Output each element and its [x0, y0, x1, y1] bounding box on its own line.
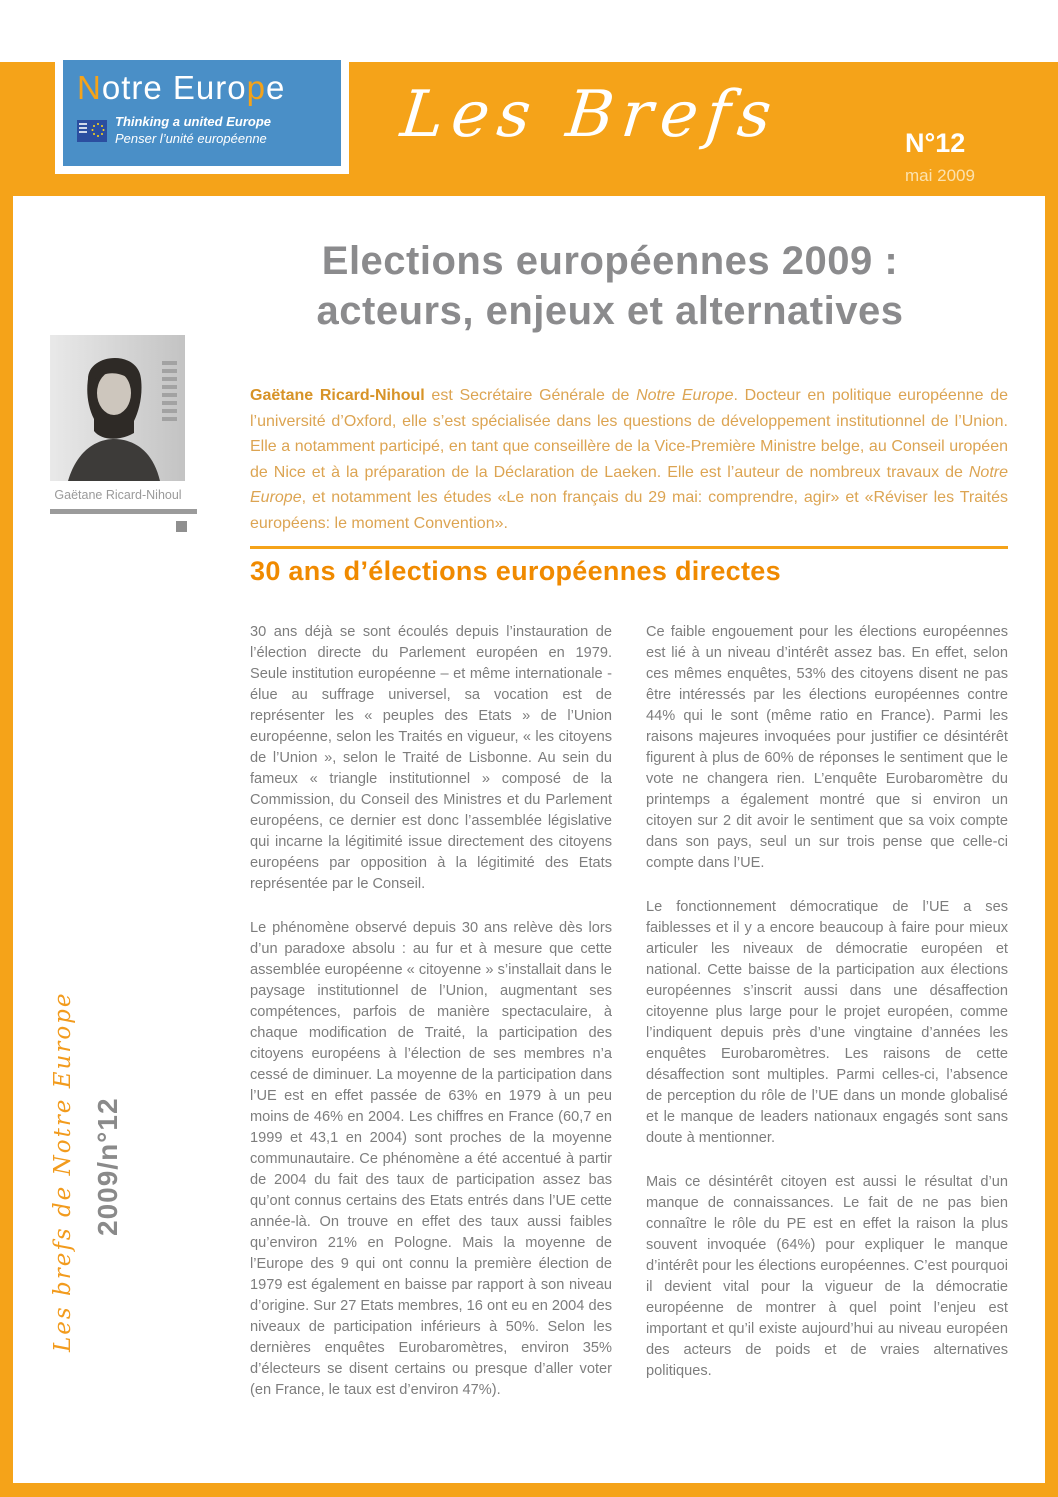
right-paragraph-2: Le fonctionnement démocratique de l’UE a ses faiblesses et il y a encore beaucoup à faire pour mieux articuler les niveaux de démocratie européen et national. Cette baisse de la participation aux élections européennes s’inscrit aussi dans une désaffection citoyenne plus large pour le projet européen, comme l’indiquent depuis près d’une vingtaine d’années les enquêtes Eurobaromètres. Les raisons de cette désaffection sont multiples. Parmi celles-ci, l’absence de perception du rôle de l’UE dans un monde globalisé et le manque de leaders nationaux engagés sont sans doute à mentionner. [646, 899, 1008, 1146]
right-paragraph-1: Ce faible engouement pour les élections européennes est lié à un niveau d’intérêt assez bas. En effet, selon ces mêmes enquêtes, 53% des citoyens disent ne pas être intéressés par les élections européennes contre 44% qui le sont (même ratio en France). Parmi les raisons majeures invoquées pour justifier ce désintérêt figurent à plus de 60% de réponses le sentiment que le vote ne changera rien. L’enquête Eurobaromètre du printemps a également montré que si environ un citoyen sur 2 dit avoir le sentiment que sa voix compte dans son pays, seul un sur trois pense que celle-ci compte dans l’UE. [646, 624, 1008, 871]
logo-title-accent-p: p [246, 69, 266, 106]
logo-title-mid: otre Euro [101, 69, 247, 106]
logo-panel [55, 52, 349, 174]
author-photo [50, 335, 185, 481]
article-title-line1: Elections européennes 2009 : [321, 239, 899, 283]
left-paragraph-2: Le phénomène observé depuis 30 ans relève dès lors d’un paradoxe absolu : au fur et à mesure que cette assemblée européenne « citoyenne » s’installait dans le paysage institutionnel de l’Union, augmentant ses compétences, parfois de manière spectaculaire, à chaque modification de Traité, la participation des citoyens européens à l’élection de ses membres n’a cessé de diminuer. La moyenne de la participation dans l’UE est en effet passée de 63% en 1979 à un peu moins de 46% en 2004. Les chiffres en France (60,7 en 1999 et 43,1 en 2004) sont proches de la moyenne communautaire. Ce phénomène a été accentué à partir de 2004 du fait des taux de participation assez bas qu’ont connus certains des Etats entrés dans l’UE cette année-là. On trouve en effet des taux aussi faibles qu’environ 21% en Pologne. Mais la moyenne de l’Europe des 9 qui ont connu la première élection de 1979 est également en baisse par rapport à son niveau d’origine. Sur 27 Etats membres, 16 ont eu en 2004 des niveaux de participation inférieurs à 50%. Selon les dernières enquêtes Eurobaromètres, environ 35% d’électeurs se disent certains ou presque d’aller voter (en France, le taux est d’environ 47%). [250, 920, 612, 1398]
photo-divider-square [176, 521, 187, 532]
body-columns [250, 622, 1008, 1424]
logo-tagline-fr: Penser l’unité européenne [115, 130, 267, 146]
masthead-les-brefs: Les Brefs [397, 78, 783, 152]
bio-italic2: Notre Europe [250, 463, 1008, 507]
logo-title-end: e [265, 69, 286, 106]
section-rule [250, 546, 1008, 549]
issue-date: mai 2009 [905, 166, 975, 185]
bio-seg3: , et notamment les études «Le non français du 29 mai: comprendre, agir» et «Réviser les Traités européens: le moment Convention». [250, 489, 1008, 532]
author-bio [250, 383, 1008, 537]
article-title-line2: acteurs, enjeux et alternatives [316, 289, 904, 333]
photo-caption: Gaëtane Ricard-Nihoul [54, 488, 182, 502]
issue-number: N°12 [905, 128, 966, 158]
eu-flag-icon [77, 120, 107, 142]
photo-divider-rule [50, 509, 197, 514]
right-paragraph-3: Mais ce désintérêt citoyen est aussi le résultat d’un manque de connaissances. Le fait de ne pas bien connaître le rôle du PE est en effet la raison la plus souvent invoquée (64%) pour expliquer le manque d’intérêt pour les élections européennes. C’est pourquoi il devient vital pour la vigueur de la démocratie européenne de montrer à quel point l’enjeu est important et qu’il existe aujourd’hui au niveau européen des acteurs de poids et de vraies alternatives politiques. [646, 1174, 1008, 1379]
column-right [646, 622, 1008, 1424]
section-heading: 30 ans d’élections européennes directes [250, 556, 781, 586]
logo-title-accent-n: N [77, 69, 102, 106]
bio-seg2: . Docteur en politique européenne de l’université d’Oxford, elle s’est spécialisée dans les questions de développement institutionnel de l’Union. Elle a notamment participé, en tant que conseillère de la Vice-Première Ministre belge, au Conseil uropéen de Nice et à la préparation de la Déclaration de Laeken. Elle est l’auteur de nombreux travaux de [250, 387, 1009, 481]
bio-italic1: Notre Europe [636, 387, 734, 404]
column-left [250, 622, 612, 1424]
author-bio-name: Gaëtane Ricard-Nihoul [250, 387, 425, 404]
logo-taglines [115, 114, 271, 147]
sidebar-issue-text: 2009/n°12 [92, 1097, 123, 1236]
article-title [210, 236, 1010, 336]
sidebar-script-text: Les brefs de Notre Europe [50, 991, 76, 1352]
left-paragraph-1: 30 ans déjà se sont écoulés depuis l’instauration de l’élection directe du Parlement européen en 1979. Seule institution européenne – et même internationale - élue au suffrage universel, sa vocation est de représenter les « peuples des Etats » de l’Union européenne, selon les Traités en vigueur, « les citoyens de l’Union », selon le Traité de Lisbonne. Au sein du fameux « triangle institutionnel » composé de la Commission, du Conseil des Ministres et du Parlement européens, ce dernier est donc l’assemblée législative qui incarne la légitimité issue directement des citoyens européens par opposition à la légitimité des Etats représentée par le Conseil. [250, 624, 612, 892]
notre-europe-logo [63, 60, 341, 166]
bio-seg1: est Secrétaire Générale de [424, 387, 637, 404]
logo-title [77, 70, 327, 106]
logo-tagline-en: Thinking a united Europe [115, 114, 271, 130]
